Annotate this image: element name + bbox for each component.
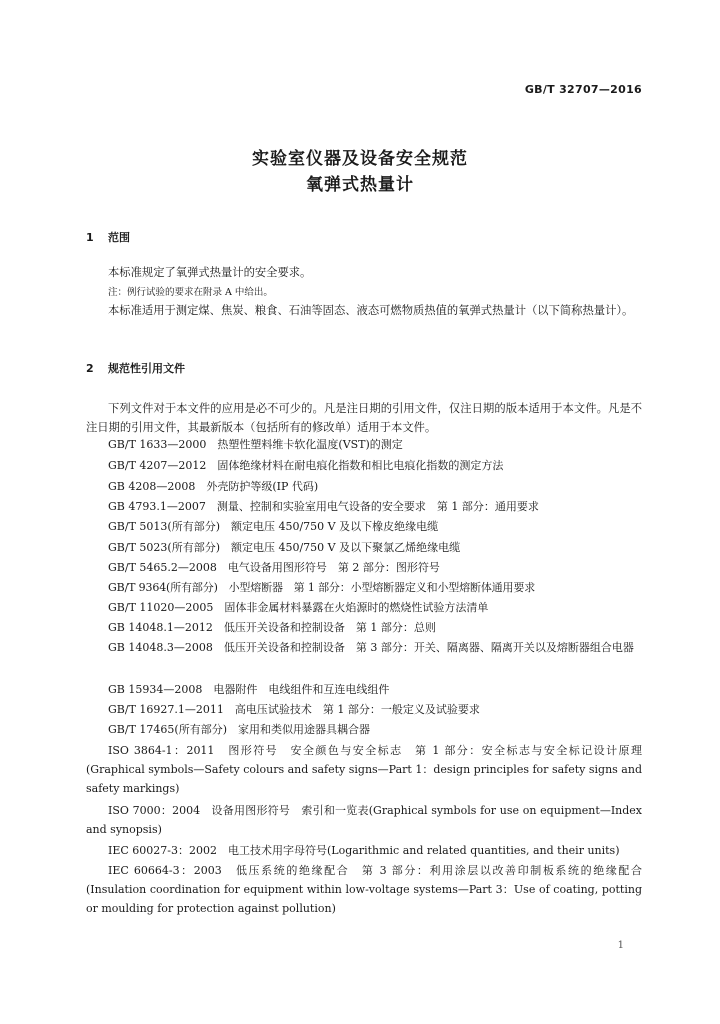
reference-item: GB/T 4207—2012 固体绝缘材料在耐电痕化指数和相比电痕化指数的测定方法 bbox=[108, 459, 504, 472]
reference-item: IEC 60664-3：2003 低压系统的绝缘配合 第 3 部分：利用涂层以改善印制板系统的绝缘配合(Insulation coordination for equipment within low-voltage systems—Part 3：Use of coating, potting or moulding for protection against pollution) bbox=[86, 864, 642, 915]
section-1-paragraph-1: 本标准规定了氧弹式热量计的安全要求。 bbox=[108, 266, 312, 279]
reference-item: GB/T 5013(所有部分) 额定电压 450/750 V 及以下橡皮绝缘电缆 bbox=[108, 520, 439, 533]
reference-item: GB 14048.1—2012 低压开关设备和控制设备 第 1 部分：总则 bbox=[108, 621, 436, 634]
section-1-title: 范围 bbox=[108, 231, 130, 244]
document-title: 实验室仪器及设备安全规范 bbox=[252, 149, 468, 169]
section-2-number: 2 bbox=[86, 362, 94, 375]
section-1-heading bbox=[86, 229, 130, 245]
reference-item: GB/T 1633—2000 热塑性塑料维卡软化温度(VST)的测定 bbox=[108, 438, 403, 451]
reference-item: IEC 60027-3：2002 电工技术用字母符号(Logarithmic and related quantities, and their units) bbox=[108, 844, 620, 857]
page-number: 1 bbox=[617, 940, 624, 951]
reference-item: ISO 3864-1：2011 图形符号 安全颜色与安全标志 第 1 部分：安全标志与安全标记设计原理(Graphical symbols—Safety colours and safety signs—Part 1：design principles for safety signs and safety markings) bbox=[86, 744, 642, 795]
section-2-heading bbox=[86, 360, 185, 376]
reference-item: GB/T 5465.2—2008 电气设备用图形符号 第 2 部分：图形符号 bbox=[108, 561, 440, 574]
reference-item: GB/T 17465(所有部分) 家用和类似用途器具耦合器 bbox=[108, 723, 370, 736]
section-1-note: 注：例行试验的要求在附录 A 中给出。 bbox=[108, 287, 273, 298]
section-1-number: 1 bbox=[86, 231, 94, 244]
reference-item: GB/T 9364(所有部分) 小型熔断器 第 1 部分：小型熔断器定义和小型熔断体通用要求 bbox=[108, 581, 536, 594]
reference-item: GB/T 5023(所有部分) 额定电压 450/750 V 及以下聚氯乙烯绝缘电缆 bbox=[108, 541, 461, 554]
section-2-intro: 下列文件对于本文件的应用是必不可少的。凡是注日期的引用文件，仅注日期的版本适用于本文件。凡是不注日期的引用文件，其最新版本（包括所有的修改单）适用于本文件。 bbox=[86, 402, 642, 434]
reference-item: GB 4793.1—2007 测量、控制和实验室用电气设备的安全要求 第 1 部分：通用要求 bbox=[108, 500, 539, 513]
section-1-paragraph-2: 本标准适用于测定煤、焦炭、粮食、石油等固态、液态可燃物质热值的氧弹式热量计（以下简称热量计）。 bbox=[108, 304, 634, 317]
standard-code: GB/T 32707—2016 bbox=[524, 83, 642, 96]
reference-item: GB/T 11020—2005 固体非金属材料暴露在火焰源时的燃烧性试验方法清单 bbox=[108, 601, 489, 614]
section-2-title: 规范性引用文件 bbox=[108, 362, 185, 375]
reference-item: ISO 7000：2004 设备用图形符号 索引和一览表(Graphical symbols for use on equipment—Index and synopsis) bbox=[86, 804, 642, 836]
reference-item: GB 14048.3—2008 低压开关设备和控制设备 第 3 部分：开关、隔离器、隔离开关以及熔断器组合电器 bbox=[108, 641, 634, 654]
reference-item: GB/T 16927.1—2011 高电压试验技术 第 1 部分：一般定义及试验要求 bbox=[108, 703, 480, 716]
reference-item: GB 4208—2008 外壳防护等级(IP 代码) bbox=[108, 480, 319, 493]
document-subtitle: 氧弹式热量计 bbox=[306, 175, 414, 195]
reference-item: GB 15934—2008 电器附件 电线组件和互连电线组件 bbox=[108, 683, 390, 696]
